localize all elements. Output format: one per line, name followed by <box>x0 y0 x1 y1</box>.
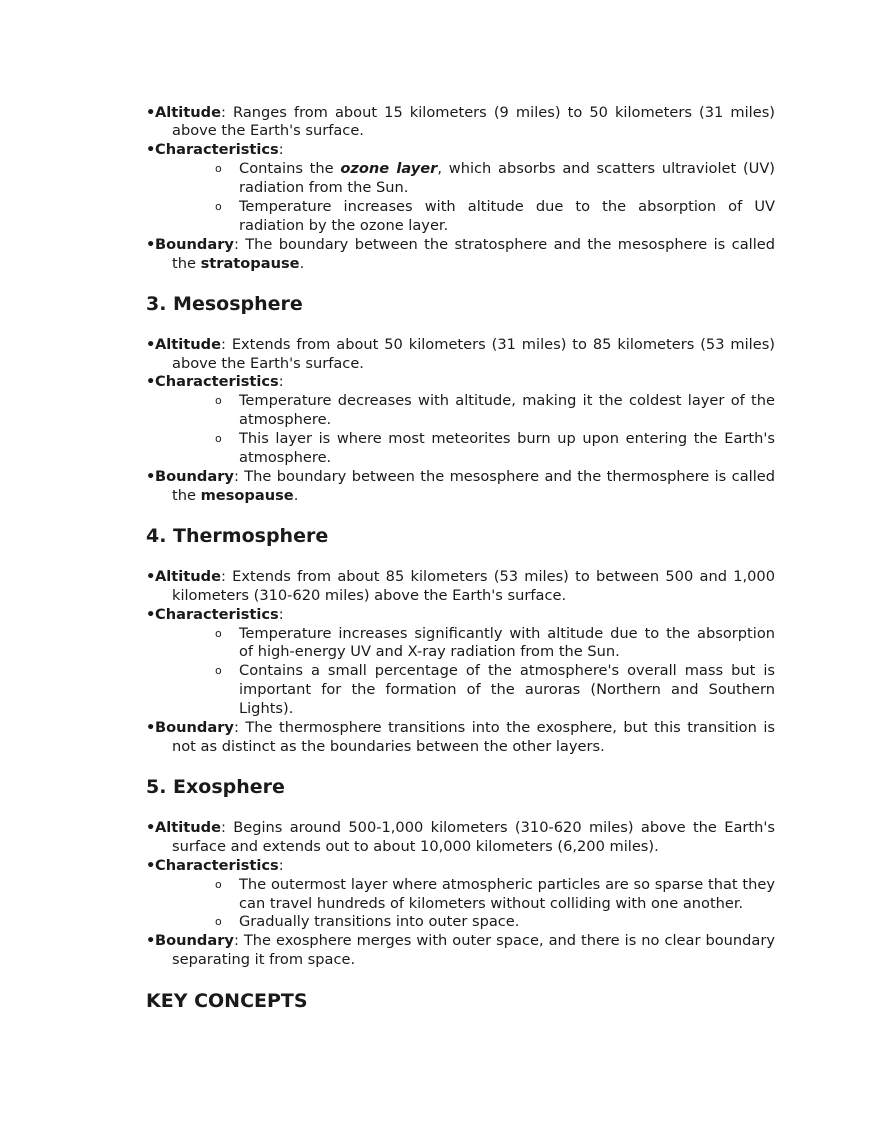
text-run: : The boundary between the stratosphere and the mesosphere is called the <box>172 235 775 272</box>
sub-item-text <box>239 876 775 912</box>
list-item <box>146 568 775 606</box>
section-heading: 4. Thermosphere <box>146 525 329 548</box>
sub-list-item <box>146 430 775 468</box>
sub-item-text <box>239 625 775 661</box>
bold-text: Characteristics <box>155 373 279 391</box>
item-text <box>155 932 775 970</box>
text-run: . <box>293 486 299 504</box>
section-heading: 5. Exosphere <box>146 776 285 799</box>
bold-text: Characteristics <box>155 605 279 623</box>
text-run: : <box>278 605 284 623</box>
text-run: Contains the <box>239 160 341 178</box>
item-text <box>155 335 775 374</box>
bullet-icon: • <box>146 335 156 353</box>
text-run: : <box>278 141 284 159</box>
item-text <box>155 141 775 160</box>
list-item <box>146 857 775 876</box>
sub-list-item <box>146 160 775 198</box>
item-text <box>155 605 775 625</box>
circle-bullet-icon: o <box>215 877 222 891</box>
section-heading: KEY CONCEPTS <box>146 989 308 1012</box>
sub-item-text <box>239 160 775 196</box>
sub-list-item <box>146 876 775 914</box>
item-text <box>155 719 775 757</box>
item-text <box>155 373 775 392</box>
list-item <box>146 606 775 625</box>
circle-bullet-icon: o <box>215 664 222 678</box>
bullet-icon: • <box>146 719 156 737</box>
bold-text: Characteristics <box>155 141 279 159</box>
list-item <box>146 719 775 757</box>
circle-bullet-icon: o <box>215 162 222 176</box>
bold-text: Boundary <box>155 468 234 485</box>
bullet-icon: • <box>146 856 156 874</box>
bold-text: Boundary <box>155 932 234 950</box>
item-text <box>155 235 775 274</box>
bullet-icon: • <box>146 932 156 950</box>
sub-list-item <box>146 198 775 236</box>
bullet-icon: • <box>146 141 156 159</box>
sub-item-text <box>239 198 775 234</box>
text-run: Contains a small percentage of the atmosphere's overall mass but is important for the formation of the auroras (Northern and Southern Lights). <box>239 662 775 718</box>
bullet-icon: • <box>146 567 156 585</box>
list-item <box>146 104 775 142</box>
bullet-icon: • <box>146 605 156 623</box>
sub-item-text <box>239 662 775 717</box>
bullet-icon: • <box>146 468 156 485</box>
circle-bullet-icon: o <box>215 394 222 408</box>
sub-list-item <box>146 625 775 663</box>
text-run: : The exosphere merges with outer space, and there is no clear boundary separating it from space. <box>172 932 775 969</box>
list-item <box>146 141 775 160</box>
list-item <box>146 932 775 970</box>
bold-text: ozone layer <box>340 160 438 178</box>
text-run: Gradually transitions into outer space. <box>239 913 520 931</box>
list-item <box>146 336 775 374</box>
bold-text: Boundary <box>155 235 234 253</box>
bold-text: Altitude <box>155 335 221 353</box>
text-run: : Begins around 500-1,000 kilometers (310-620 miles) above the Earth's surface and extends out to about 10,000 kilometers (6,200 miles). <box>172 818 775 855</box>
bullet-icon: • <box>146 235 156 253</box>
list-item <box>146 236 775 274</box>
bold-text: Altitude <box>155 818 221 836</box>
text-run: : The thermosphere transitions into the exosphere, but this transition is not as distinct as the boundaries between the other layers. <box>172 719 775 755</box>
bold-text: Altitude <box>155 103 221 121</box>
text-run: : <box>278 373 284 391</box>
text-run: : The boundary between the mesosphere and the thermosphere is called the <box>172 468 775 504</box>
bold-text: mesopause <box>200 486 294 504</box>
circle-bullet-icon: o <box>215 200 222 214</box>
bold-text: Boundary <box>155 719 234 737</box>
sub-item-text <box>239 392 775 428</box>
text-run: This layer is where most meteorites burn up upon entering the Earth's atmosphere. <box>239 430 775 467</box>
bullet-icon: • <box>146 103 156 121</box>
list-item <box>146 468 775 506</box>
text-run: , which absorbs and scatters ultraviolet (UV) radiation from the Sun. <box>239 160 775 197</box>
bold-text: Characteristics <box>155 856 279 874</box>
item-text <box>155 468 775 506</box>
item-text <box>155 103 775 142</box>
sub-item-text <box>239 430 775 466</box>
text-run: . <box>299 254 305 272</box>
text-run: : Extends from about 50 kilometers (31 miles) to 85 kilometers (53 miles) above the Earth's surface. <box>172 335 775 372</box>
bullet-icon: • <box>146 373 156 391</box>
document-page <box>146 104 775 1033</box>
circle-bullet-icon: o <box>215 432 222 446</box>
text-run: : <box>278 856 284 874</box>
section-heading: 3. Mesosphere <box>146 293 303 316</box>
sub-list-item <box>146 662 775 719</box>
bold-text: Altitude <box>155 567 221 585</box>
text-run: Temperature increases significantly with altitude due to the absorption of high-energy UV and X-ray radiation from the Sun. <box>239 624 775 661</box>
list-item <box>146 373 775 392</box>
list-item <box>146 819 775 857</box>
circle-bullet-icon: o <box>215 626 222 640</box>
text-run: : Extends from about 85 kilometers (53 miles) to between 500 and 1,000 kilometers (310-620 miles) above the Earth's surface. <box>172 567 775 604</box>
item-text <box>155 856 775 876</box>
sub-item-text <box>239 913 519 930</box>
item-text <box>155 818 775 857</box>
text-run: Temperature increases with altitude due to the absorption of UV radiation by the ozone layer. <box>239 198 775 234</box>
bullet-icon: • <box>146 818 156 836</box>
text-run: Temperature decreases with altitude, making it the coldest layer of the atmosphere. <box>239 392 775 429</box>
sub-list-item <box>146 392 775 430</box>
circle-bullet-icon: o <box>215 915 222 929</box>
text-run: : Ranges from about 15 kilometers (9 miles) to 50 kilometers (31 miles) above the Earth's surface. <box>172 103 775 140</box>
item-text <box>155 567 775 606</box>
text-run: The outermost layer where atmospheric particles are so sparse that they can travel hundreds of kilometers without colliding with one another. <box>239 875 775 912</box>
bold-text: stratopause <box>200 254 300 272</box>
sub-list-item <box>146 913 775 932</box>
